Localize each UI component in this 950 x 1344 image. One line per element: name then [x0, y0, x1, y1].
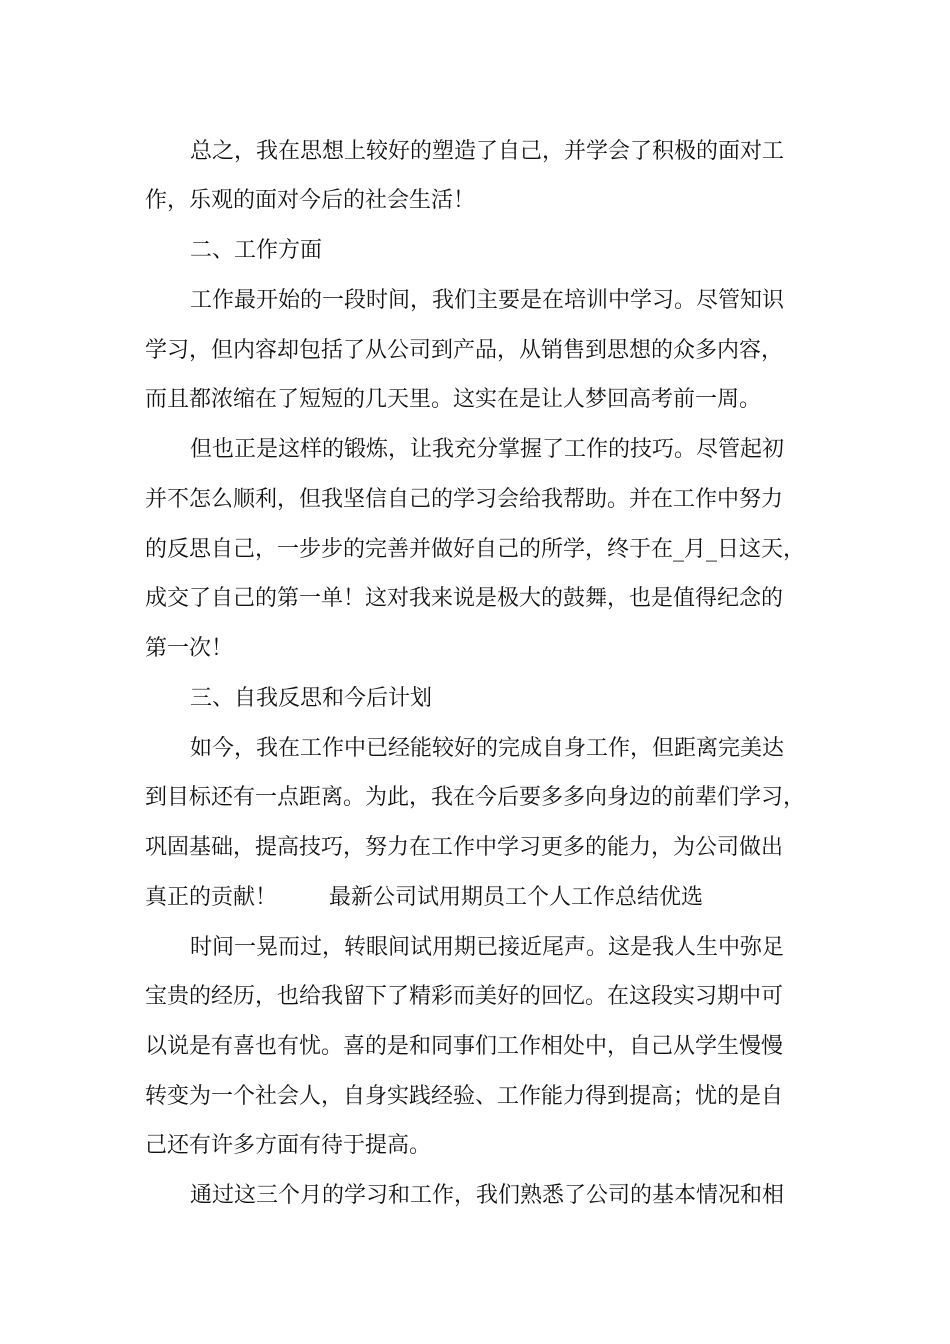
text-line: 并不怎么顺利，但我坚信自己的学习会给我帮助。并在工作中努力: [145, 487, 784, 512]
text-fragment: 真正的贡献！: [145, 885, 278, 910]
section-heading: 二、工作方面: [190, 238, 323, 263]
text-line: 转变为一个社会人，自身实践经验、工作能力得到提高；忧的是自: [145, 1084, 784, 1109]
text-line: 通过这三个月的学习和工作，我们熟悉了公司的基本情况和相: [190, 1183, 785, 1208]
text-line: 而且都浓缩在了短短的几天里。这实在是让人梦回高考前一周。: [145, 387, 762, 412]
text-line: 第一次！: [145, 636, 234, 661]
text-line: 的反思自己，一步步的完善并做好自己的所学，终于在_月_日这天，: [145, 537, 806, 562]
text-line: 如今，我在工作中已经能较好的完成自身工作，但距离完美达: [190, 736, 785, 761]
text-line: 但也正是这样的锻炼，让我充分掌握了工作的技巧。尽管起初: [190, 437, 785, 462]
text-line: 工作最开始的一段时间，我们主要是在培训中学习。尽管知识: [190, 288, 785, 313]
section-heading: 三、自我反思和今后计划: [190, 686, 433, 711]
text-line: 以说是有喜也有忧。喜的是和同事们工作相处中，自己从学生慢慢: [145, 1034, 784, 1059]
document-title: 最新公司试用期员工个人工作总结优选: [329, 885, 704, 910]
text-line: 总之，我在思想上较好的塑造了自己，并学会了积极的面对工: [190, 139, 785, 164]
text-line: 时间一晃而过，转眼间试用期已接近尾声。这是我人生中弥足: [190, 935, 785, 960]
text-line: [145, 883, 703, 913]
text-line: 成交了自己的第一单！这对我来说是极大的鼓舞，也是值得纪念的: [145, 586, 784, 611]
text-line: 巩固基础，提高技巧，努力在工作中学习更多的能力，为公司做出: [145, 835, 784, 860]
text-line: 学习，但内容却包括了从公司到产品，从销售到思想的众多内容，: [145, 338, 784, 363]
text-line: 到目标还有一点距离。为此，我在今后要多多向身边的前辈们学习，: [145, 785, 806, 810]
text-line: 宝贵的经历，也给我留下了精彩而美好的回忆。在这段实习期中可: [145, 984, 784, 1009]
text-line: 作，乐观的面对今后的社会生活！: [145, 188, 476, 213]
text-line: 己还有许多方面有待于提高。: [145, 1133, 432, 1158]
